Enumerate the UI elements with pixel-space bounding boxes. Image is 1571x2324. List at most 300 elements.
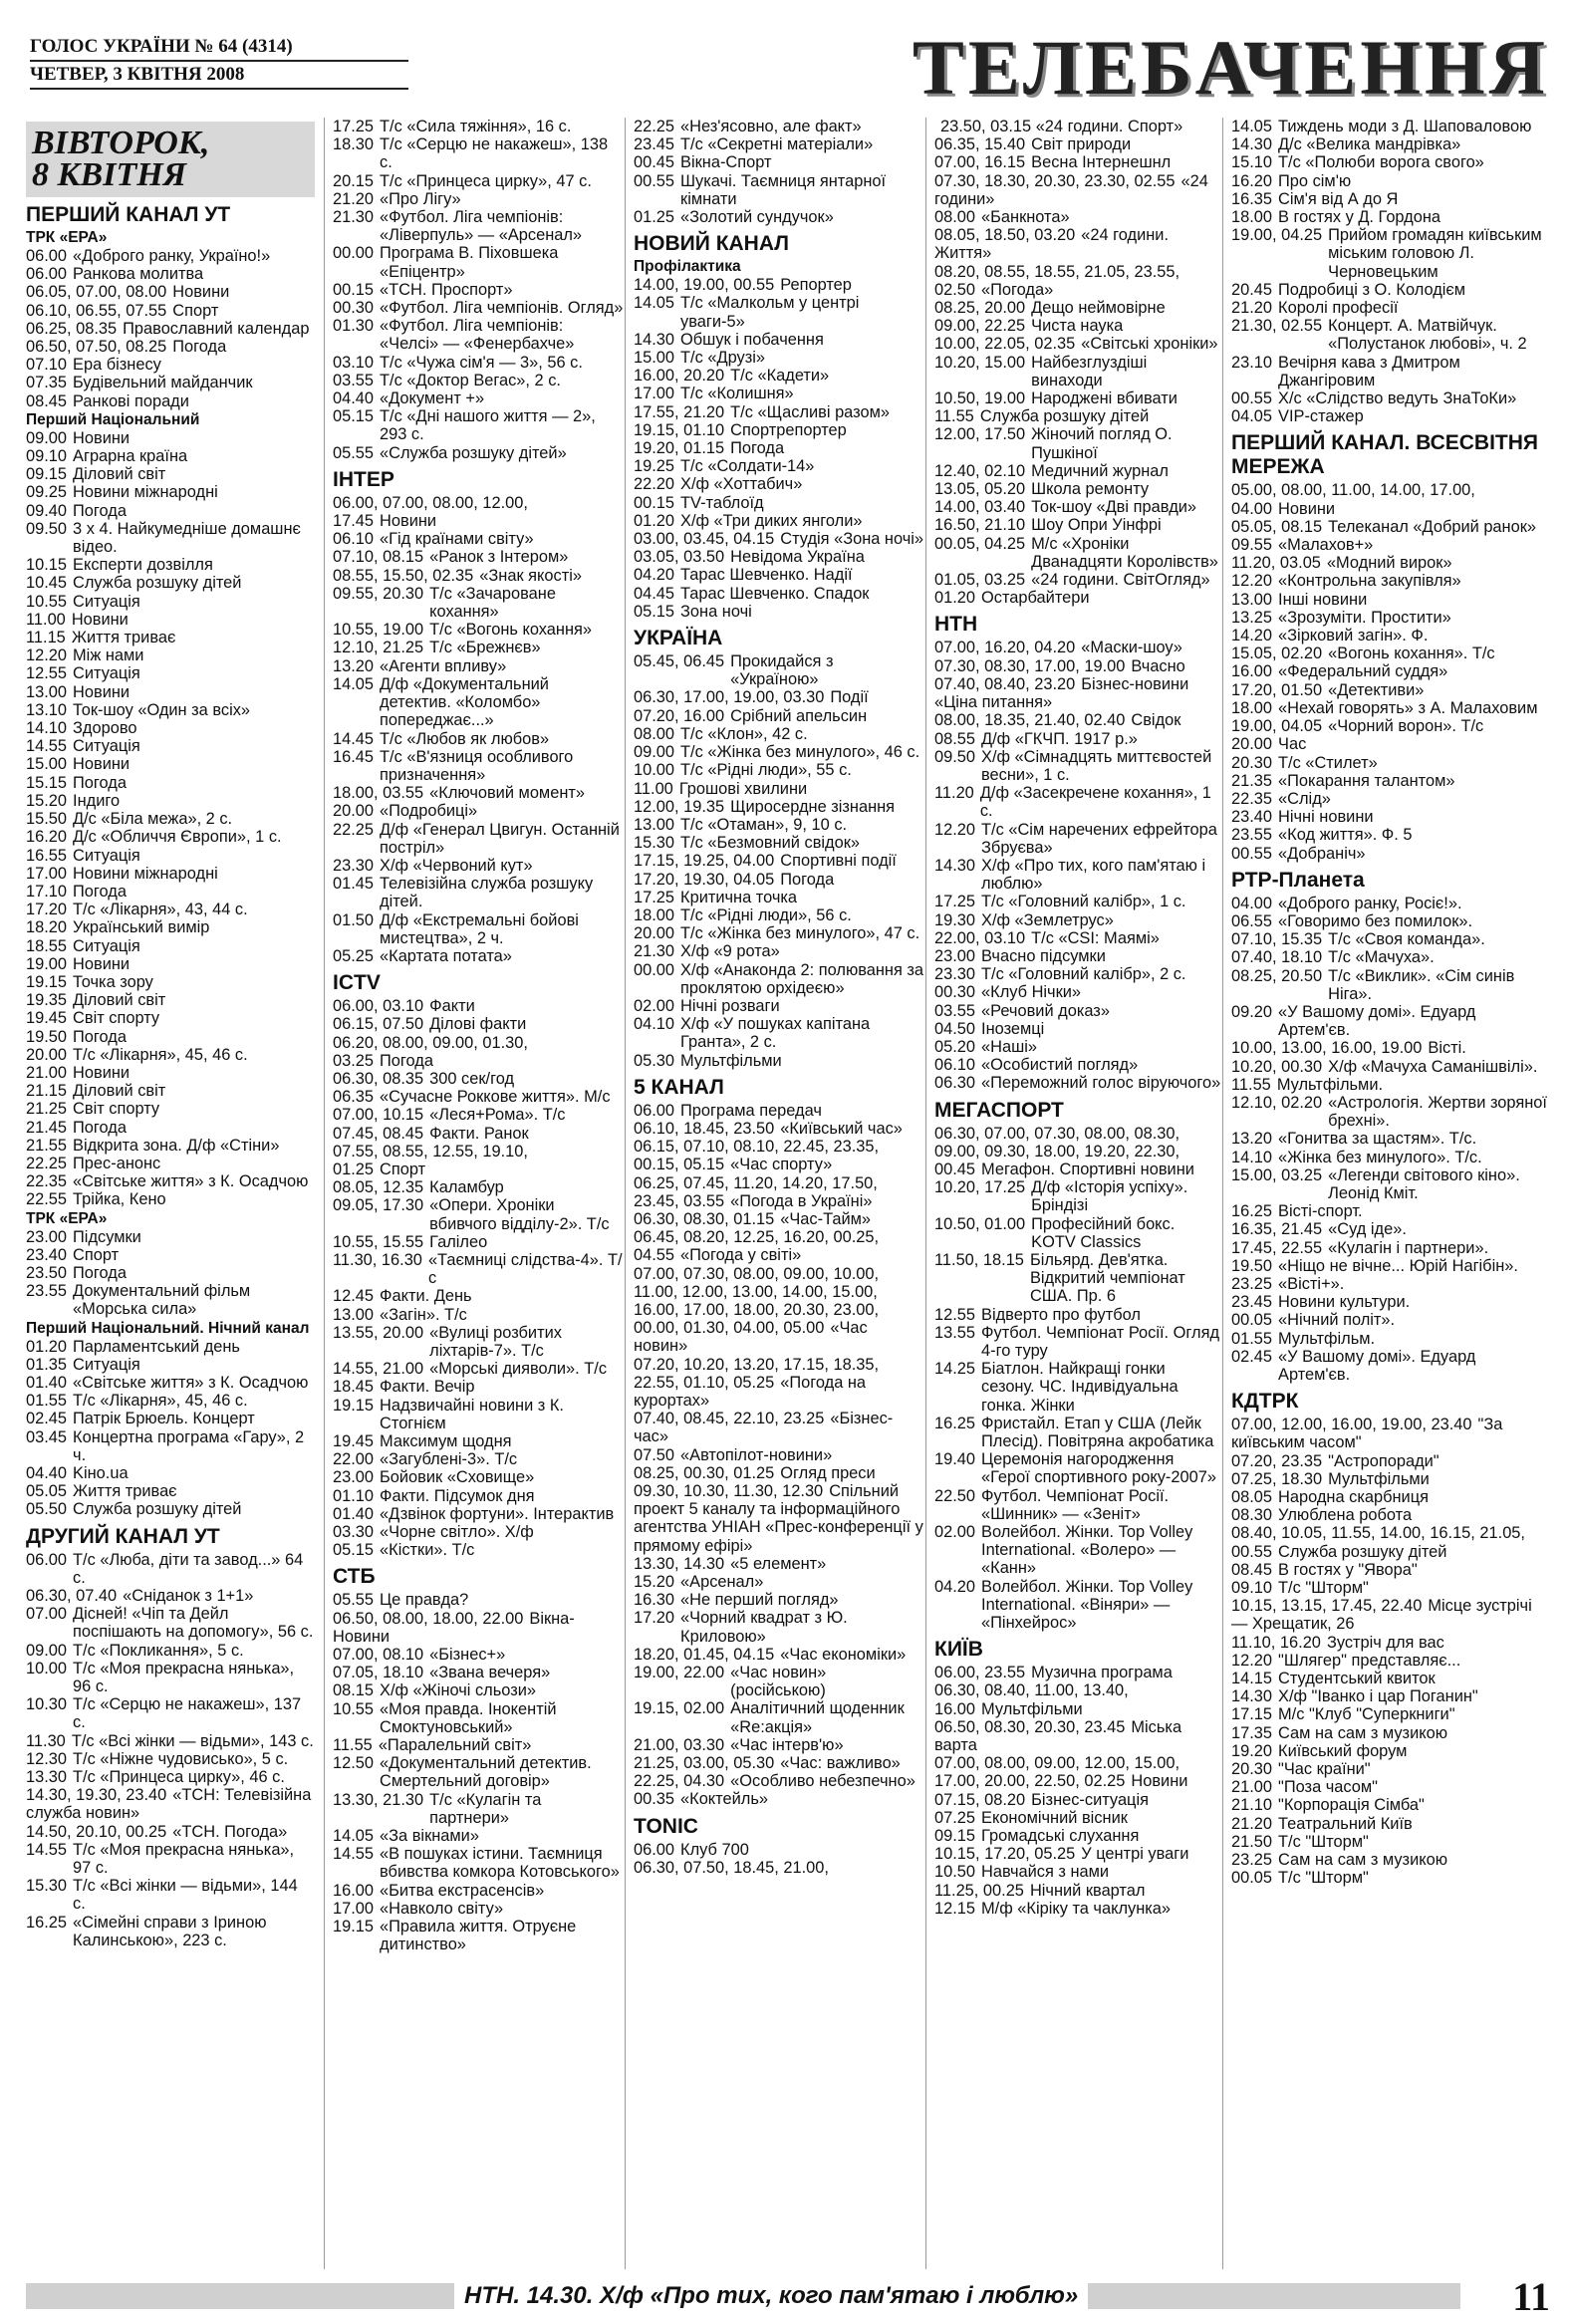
program-title: Концерт. А. Матвійчук. «Полустанок любові», ч. 2 <box>1328 317 1527 354</box>
program-title: «Сімейні справи з Іриною Калинською», 223 с. <box>73 1913 267 1949</box>
program-entry <box>634 475 924 493</box>
program-title: «Час новин» (російською) <box>730 1664 827 1700</box>
program-entry <box>1231 1724 1548 1742</box>
program-title: Т/с "Шторм" <box>1278 1869 1369 1888</box>
program-title: Нічні розваги <box>680 996 780 1015</box>
program-entry <box>1231 1220 1548 1238</box>
program-title: Сам на сам з музикою <box>1278 1723 1447 1742</box>
program-time: 21.20 <box>1231 1814 1273 1833</box>
program-title: «Вісті+». <box>1278 1274 1345 1293</box>
program-entry <box>333 530 624 548</box>
program-entry <box>634 780 924 798</box>
program-time: 01.50 <box>333 910 375 929</box>
program-title: Тарас Шевченко. Надії <box>680 566 853 585</box>
program-time: 17.45, 22.55 <box>1231 1238 1323 1257</box>
program-time: 17.00 <box>634 385 675 403</box>
program-entry <box>634 1736 924 1754</box>
program-entry <box>26 973 315 991</box>
program-title: «Модний вирок» <box>1326 554 1452 573</box>
program-time: 16.50, 21.10 <box>934 516 1026 535</box>
program-title: «Кістки». Т/с <box>380 1541 475 1560</box>
program-title: Життя триває <box>71 629 176 647</box>
program-entry <box>934 784 1221 820</box>
program-time: 14.15 <box>1231 1670 1273 1688</box>
program-title: Спортивні події <box>780 852 897 871</box>
program-entry <box>333 299 624 317</box>
program-time: 13.30, 14.30 <box>634 1554 725 1573</box>
program-time: 11.20 <box>934 784 974 803</box>
program-entry <box>26 1228 315 1246</box>
program-entry <box>934 172 1221 208</box>
program-time: 10.55, 19.00 <box>333 621 424 640</box>
program-entry <box>26 1410 315 1427</box>
program-title: "Шлягер" представляє... <box>1278 1651 1461 1670</box>
program-title: Kіно.ua <box>73 1464 129 1482</box>
program-time: 12.55 <box>934 1305 976 1324</box>
program-title: «Чорний ворон». Т/с <box>1328 717 1484 736</box>
program-entry <box>1231 717 1548 735</box>
day-date: 8 КВІТНЯ <box>32 156 187 193</box>
program-entry <box>333 639 624 656</box>
program-time: 16.20 <box>1231 171 1273 190</box>
program-entry <box>934 1791 1221 1809</box>
program-entry <box>26 828 315 846</box>
program-title: «Клуб Нічки» <box>981 983 1082 1002</box>
program-entry <box>1231 389 1548 407</box>
program-entry <box>634 961 924 997</box>
program-entry <box>26 574 315 592</box>
program-title: Погода <box>780 870 835 889</box>
program-title: Спорт <box>380 1160 426 1178</box>
program-title: Т/с «Сила тяжіння», 16 с. <box>380 118 572 135</box>
program-time: 12.55 <box>26 664 68 683</box>
program-entry <box>934 730 1221 748</box>
program-entry <box>1231 627 1548 645</box>
program-time: 21.15 <box>26 1082 68 1101</box>
program-title: «Чорне світло». Х/ф <box>380 1523 534 1542</box>
program-time: 07.25 <box>934 1808 976 1827</box>
program-title: Спортрепортер <box>730 420 847 439</box>
program-title: Спорт <box>73 1245 120 1264</box>
program-entry <box>1231 1524 1548 1560</box>
program-time: 17.25 <box>333 118 375 135</box>
program-time: 00.30 <box>333 299 375 318</box>
program-title: "Астропоради" <box>1328 1451 1440 1470</box>
program-time: 01.45 <box>333 875 375 894</box>
program-time: 03.05, 03.50 <box>634 548 725 567</box>
program-entry <box>934 821 1221 857</box>
program-entry <box>26 374 315 391</box>
program-time: 11.20, 03.05 <box>1231 554 1321 573</box>
program-title: Д/с «Велика мандрівка» <box>1278 135 1461 154</box>
program-title: Концертна програма «Гару», 2 ч. <box>73 1427 305 1464</box>
program-time: 14.45 <box>333 729 375 748</box>
program-title: Т/с «Покликання», 5 с. <box>73 1641 244 1660</box>
program-time: 17.20, 01.50 <box>1231 680 1323 699</box>
program-title: Д/с «Обличчя Європи», 1 с. <box>73 828 282 847</box>
program-entry <box>26 1082 315 1100</box>
program-time: 12.10, 02.20 <box>1231 1093 1323 1112</box>
program-time: 00.45 <box>634 153 675 172</box>
program-entry <box>1231 1275 1548 1293</box>
program-entry <box>634 1410 924 1445</box>
program-entry <box>934 498 1221 516</box>
program-title: Д/с «Біла межа», 2 с. <box>73 810 233 829</box>
program-title: Т/с «Ніжне чудовисько», 5 с. <box>73 1749 289 1768</box>
program-title: У центрі уваги <box>1081 1845 1189 1864</box>
program-time: 03.00, 03.45, 04.15 <box>634 530 775 549</box>
program-title: «Морські дияволи». Т/с <box>429 1360 608 1379</box>
program-entry <box>1231 172 1548 190</box>
program-title: Х/ф «Про тих, кого пам'ятаю і люблю» <box>981 856 1206 894</box>
program-time: 13.05, 05.20 <box>934 480 1026 499</box>
program-time: 04.05 <box>1231 407 1273 426</box>
program-time: 21.20 <box>333 189 375 208</box>
program-title: «Час спорту» <box>730 1156 833 1174</box>
program-time: 14.20 <box>1231 627 1273 646</box>
program-title: Зустріч для вас <box>1326 1633 1444 1652</box>
channel-subheading: Профілактика <box>634 258 741 276</box>
program-entry <box>1231 1416 1548 1451</box>
program-entry <box>934 516 1221 534</box>
program-title: Бойовик «Сховище» <box>380 1468 535 1487</box>
program-time: 18.00 <box>634 905 675 924</box>
program-title: «Жінка без минулого». Т/с. <box>1278 1148 1482 1166</box>
program-entry <box>1231 518 1548 536</box>
program-time: 16.30 <box>634 1591 675 1610</box>
program-time: 14.05 <box>333 1827 375 1846</box>
program-entry <box>333 1664 624 1681</box>
program-title: Т/с «Рідні люди», 55 с. <box>680 761 852 780</box>
program-title: «Опери. Хроніки вбивчого відділу-2». Т/с <box>429 1196 610 1233</box>
program-title: Нічні новини <box>1278 808 1374 827</box>
program-title: Програма В. Піховшека «Епіцентр» <box>380 244 559 281</box>
program-title: Х/ф «Сімнадцять миттєвостей весни», 1 с. <box>981 747 1212 784</box>
schedule-column <box>26 118 315 2269</box>
program-time: 02.00 <box>634 996 675 1015</box>
program-title: Х/ф «Анаконда 2: полювання за проклятою орхідеєю» <box>680 960 924 997</box>
program-time: 08.00 <box>934 208 976 227</box>
program-time: 22.00 <box>333 1450 375 1469</box>
program-time: 20.30 <box>1231 1760 1273 1779</box>
program-entry <box>934 1125 1221 1179</box>
program-time: 09.55 <box>1231 536 1273 555</box>
program-time: 04.10 <box>634 1015 675 1034</box>
program-title: Погода <box>73 882 127 901</box>
program-time: 09.20 <box>1231 1002 1273 1021</box>
program-time: 10.00, 22.05, 02.35 <box>934 335 1076 354</box>
program-title: Документальний фільм «Морська сила» <box>73 1282 251 1319</box>
program-time: 19.45 <box>26 1009 68 1028</box>
program-time: 08.30 <box>1231 1506 1273 1525</box>
program-title: Служба розшуку дітей <box>979 407 1150 426</box>
program-title: Нічний квартал <box>1029 1881 1146 1900</box>
program-entry <box>634 1555 924 1573</box>
program-title: Новини <box>1131 1772 1188 1791</box>
program-title: Чиста наука <box>1031 317 1124 336</box>
program-time: 01.40 <box>333 1504 375 1523</box>
program-title: «У Вашому домі». Едуард Артем'єв. <box>1278 1347 1476 1384</box>
program-entry <box>1231 1058 1548 1076</box>
program-title: Діловий світ <box>73 465 166 484</box>
program-entry <box>333 1591 624 1609</box>
program-time: 03.45 <box>26 1427 68 1446</box>
program-title: Т/с «Головний калібр», 2 с. <box>981 965 1186 984</box>
program-time: 19.15 <box>26 972 68 991</box>
program-time: 16.25 <box>1231 1202 1273 1221</box>
program-entry <box>1231 354 1548 389</box>
program-time: 13.20 <box>333 656 375 675</box>
program-time: 10.50, 01.00 <box>934 1214 1026 1233</box>
program-time: 17.35 <box>1231 1723 1273 1742</box>
program-entry <box>1231 1452 1548 1470</box>
program-title: Шукачі. Таємниця янтарної кімнати <box>680 171 887 208</box>
program-time: 12.45 <box>333 1287 375 1306</box>
program-title: Новини міжнародні <box>73 864 218 883</box>
program-title: Т/с «Кулагін та партнери» <box>429 1790 542 1827</box>
program-time: 19.15, 01.10 <box>634 420 725 439</box>
program-entry <box>1231 772 1548 790</box>
program-time: 10.55 <box>26 592 68 611</box>
program-title: «Картата потата» <box>380 946 512 965</box>
program-entry <box>1231 1130 1548 1148</box>
program-time: 15.10 <box>1231 153 1273 172</box>
program-title: «Чорний квадрат з Ю. Криловою» <box>680 1609 848 1646</box>
program-entry <box>934 1487 1221 1523</box>
program-entry <box>1231 1670 1548 1687</box>
program-entry <box>26 1877 315 1913</box>
program-entry <box>26 338 315 356</box>
program-entry <box>26 918 315 936</box>
program-entry <box>934 639 1221 656</box>
program-time: 12.30 <box>26 1749 68 1768</box>
program-time: 06.00 <box>26 265 68 284</box>
program-entry <box>333 1505 624 1523</box>
program-entry <box>934 1002 1221 1020</box>
program-time: 06.30, 07.50, 18.45, 21.00, <box>634 1858 829 1877</box>
program-title: Х/ф «9 рота» <box>680 942 780 961</box>
program-entry <box>333 494 624 530</box>
program-time: 09.55, 20.30 <box>333 584 424 603</box>
program-time: 10.20, 17.25 <box>934 1178 1026 1197</box>
program-title: Новини <box>73 755 131 774</box>
program-title: Х/ф "Іванко і цар Поганин" <box>1278 1687 1478 1706</box>
program-entry <box>333 1143 624 1178</box>
program-time: 07.40, 18.10 <box>1231 948 1323 967</box>
program-time: 00.55 <box>1231 389 1273 408</box>
program-title: Служба розшуку дітей <box>1278 1542 1447 1561</box>
program-entry <box>1231 1094 1548 1130</box>
program-title: В гостях у Д. Гордона <box>1278 208 1441 227</box>
program-entry <box>333 1523 624 1541</box>
program-title: Вісті-спорт. <box>1278 1202 1363 1221</box>
program-title: Студія «Зона ночі» <box>780 530 924 549</box>
program-time: 23.45 <box>634 135 675 154</box>
program-title: Волейбол. Жінки. Top Volley International. «Волеро» — «Канн» <box>981 1523 1193 1578</box>
program-title: Спільний проект 5 каналу та інформаційного агентства УНІАН «Прес-конференції у прямому ефірі» <box>634 1482 923 1555</box>
program-entry <box>26 1028 315 1046</box>
program-title: «Доброго ранку, Росіє!». <box>1278 894 1462 912</box>
program-time: 04.45 <box>634 584 675 603</box>
program-time: 04.20 <box>634 566 675 585</box>
program-title: Вікна-Спорт <box>680 153 772 172</box>
program-time: 23.30 <box>934 965 976 984</box>
program-title: «Сніданок з 1+1» <box>123 1587 254 1606</box>
program-entry <box>1231 299 1548 317</box>
program-entry <box>333 911 624 947</box>
program-time: 19.50 <box>1231 1256 1273 1275</box>
program-entry <box>333 1541 624 1559</box>
program-time: 07.55, 08.55, 12.55, 19.10, 01.25 <box>333 1142 528 1178</box>
program-time: 07.10 <box>26 356 68 375</box>
program-entry <box>333 1251 624 1287</box>
program-title: Каламбур <box>429 1178 504 1197</box>
program-entry <box>1231 281 1548 299</box>
program-entry <box>1231 1348 1548 1384</box>
program-entry <box>634 761 924 779</box>
program-time: 08.45 <box>26 391 68 410</box>
program-entry <box>634 349 924 367</box>
program-time: 11.30 <box>26 1731 66 1750</box>
program-entry <box>934 947 1221 965</box>
program-entry <box>634 331 924 349</box>
channel-heading: ICTV <box>333 971 381 995</box>
program-title: Т/с «Моя прекрасна нянька», 97 с. <box>73 1840 295 1878</box>
program-entry <box>934 1074 1221 1092</box>
program-entry <box>333 317 624 353</box>
program-entry <box>26 1264 315 1282</box>
program-entry <box>1231 572 1548 590</box>
program-entry <box>26 1137 315 1155</box>
program-time: 06.35, 15.40 <box>934 135 1026 154</box>
program-title: «Світське життя» з К. Осадчою <box>73 1172 309 1191</box>
program-time: 19.15 <box>333 1396 375 1415</box>
program-title: Трійка, Кено <box>73 1190 166 1209</box>
program-time: 06.50, 08.30, 20.30, 23.45 <box>934 1717 1126 1736</box>
program-title: Д/ф «Засекречене кохання», 1 с. <box>979 784 1211 821</box>
program-title: Клуб 700 <box>680 1840 749 1859</box>
program-title: Жіночий погляд О. Пушкіної <box>1031 425 1173 462</box>
program-time: 13.10 <box>26 700 68 719</box>
program-title: «5 елемент» <box>730 1554 827 1573</box>
program-time: 05.20 <box>934 1037 976 1056</box>
program-entry <box>634 566 924 584</box>
program-title: Т/с «Мачуха». <box>1328 948 1435 967</box>
program-time: 13.55 <box>934 1323 976 1342</box>
program-time: 05.55 <box>333 1591 375 1610</box>
program-time: 19.20, 01.15 <box>634 439 725 458</box>
program-time: 14.55, 21.00 <box>333 1360 424 1379</box>
program-time: 08.45 <box>1231 1560 1273 1579</box>
program-time: 21.00 <box>1231 1778 1273 1797</box>
program-entry <box>934 589 1221 607</box>
program-title: Щиросердне зізнання <box>730 797 896 816</box>
program-entry <box>934 135 1221 153</box>
program-time: 01.40 <box>26 1373 68 1392</box>
program-title: Т/с «Секретні матеріали» <box>680 135 874 154</box>
program-title: Д/ф «Документальний детектив. «Коломбо» попереджає...» <box>380 674 549 730</box>
program-title: Прокидайся з «Україною» <box>730 652 834 689</box>
program-time: 16.20 <box>26 828 68 847</box>
program-title: «Подробиці» <box>380 802 478 821</box>
program-time: 10.45 <box>26 574 68 593</box>
program-title: Студентський квиток <box>1278 1670 1436 1688</box>
program-title: «Загін». Т/с <box>380 1305 467 1324</box>
program-title: Місце зустрічі — Хрещатик, 26 <box>1231 1597 1532 1634</box>
program-title: Новини <box>73 954 131 973</box>
program-time: 07.20, 16.00 <box>634 706 725 725</box>
program-entry <box>26 1428 315 1464</box>
program-time: 10.20, 00.30 <box>1231 1057 1323 1076</box>
program-entry <box>1231 1851 1548 1869</box>
program-time: 00.05 <box>1231 1869 1273 1888</box>
program-title: Факти. День <box>380 1287 472 1306</box>
program-time: 19.20 <box>1231 1741 1273 1760</box>
program-time: 05.30 <box>634 1051 675 1070</box>
program-entry <box>634 276 924 294</box>
program-time: 14.00, 03.40 <box>934 498 1026 517</box>
program-time: 10.20, 15.00 <box>934 353 1026 372</box>
program-title: Погода <box>73 773 127 792</box>
program-title: «У Вашому домі». Едуард Артем'єв. <box>1278 1002 1476 1040</box>
program-entry <box>634 688 924 706</box>
program-title: Експерти дозвілля <box>73 556 213 575</box>
program-time: 10.50 <box>934 1863 976 1882</box>
program-time: 12.20 <box>26 646 68 665</box>
program-entry <box>1231 1311 1548 1329</box>
program-entry <box>1231 681 1548 699</box>
program-entry <box>1231 1869 1548 1887</box>
program-title: «Маски-шоу» <box>1081 639 1182 657</box>
program-entry <box>634 1138 924 1173</box>
program-entry <box>26 502 315 520</box>
program-entry <box>26 1009 315 1027</box>
program-title: Погода <box>380 1051 433 1070</box>
program-entry <box>26 1282 315 1318</box>
program-time: 21.50 <box>1231 1832 1273 1851</box>
program-time: 06.10 <box>934 1056 976 1075</box>
program-title: Т/с «Отаман», 9, 10 с. <box>680 815 848 834</box>
program-time: 14.55 <box>26 1840 68 1859</box>
program-time: 08.15 <box>333 1681 375 1700</box>
program-time: 16.35 <box>1231 189 1273 208</box>
program-time: 00.35 <box>634 1790 675 1809</box>
program-entry <box>634 1174 924 1210</box>
channel-heading: СТБ <box>333 1565 376 1589</box>
program-title: Міська варта <box>934 1717 1182 1755</box>
program-entry <box>333 1845 624 1881</box>
program-time: 11.10, 16.20 <box>1231 1633 1321 1652</box>
program-entry <box>634 798 924 816</box>
program-title: «Паралельний світ» <box>378 1736 532 1755</box>
program-entry <box>1231 895 1548 912</box>
program-time: 00.55 <box>634 171 675 190</box>
program-time: 20.00 <box>634 924 675 943</box>
program-title: Т/с «Моя прекрасна нянька», 96 с. <box>73 1659 295 1696</box>
program-title: Волейбол. Жінки. Top Volley International. «Віняри» — «Пінхейрос» <box>981 1577 1193 1633</box>
program-time: 09.00 <box>26 1641 68 1660</box>
program-time: 17.20 <box>634 1609 675 1628</box>
program-entry <box>934 425 1221 461</box>
program-entry <box>26 1482 315 1500</box>
program-entry <box>333 821 624 857</box>
program-entry <box>1231 1579 1548 1597</box>
program-entry <box>634 1228 924 1264</box>
program-entry <box>26 1338 315 1356</box>
program-entry <box>1231 1705 1548 1723</box>
program-entry <box>26 774 315 792</box>
program-entry <box>26 611 315 629</box>
